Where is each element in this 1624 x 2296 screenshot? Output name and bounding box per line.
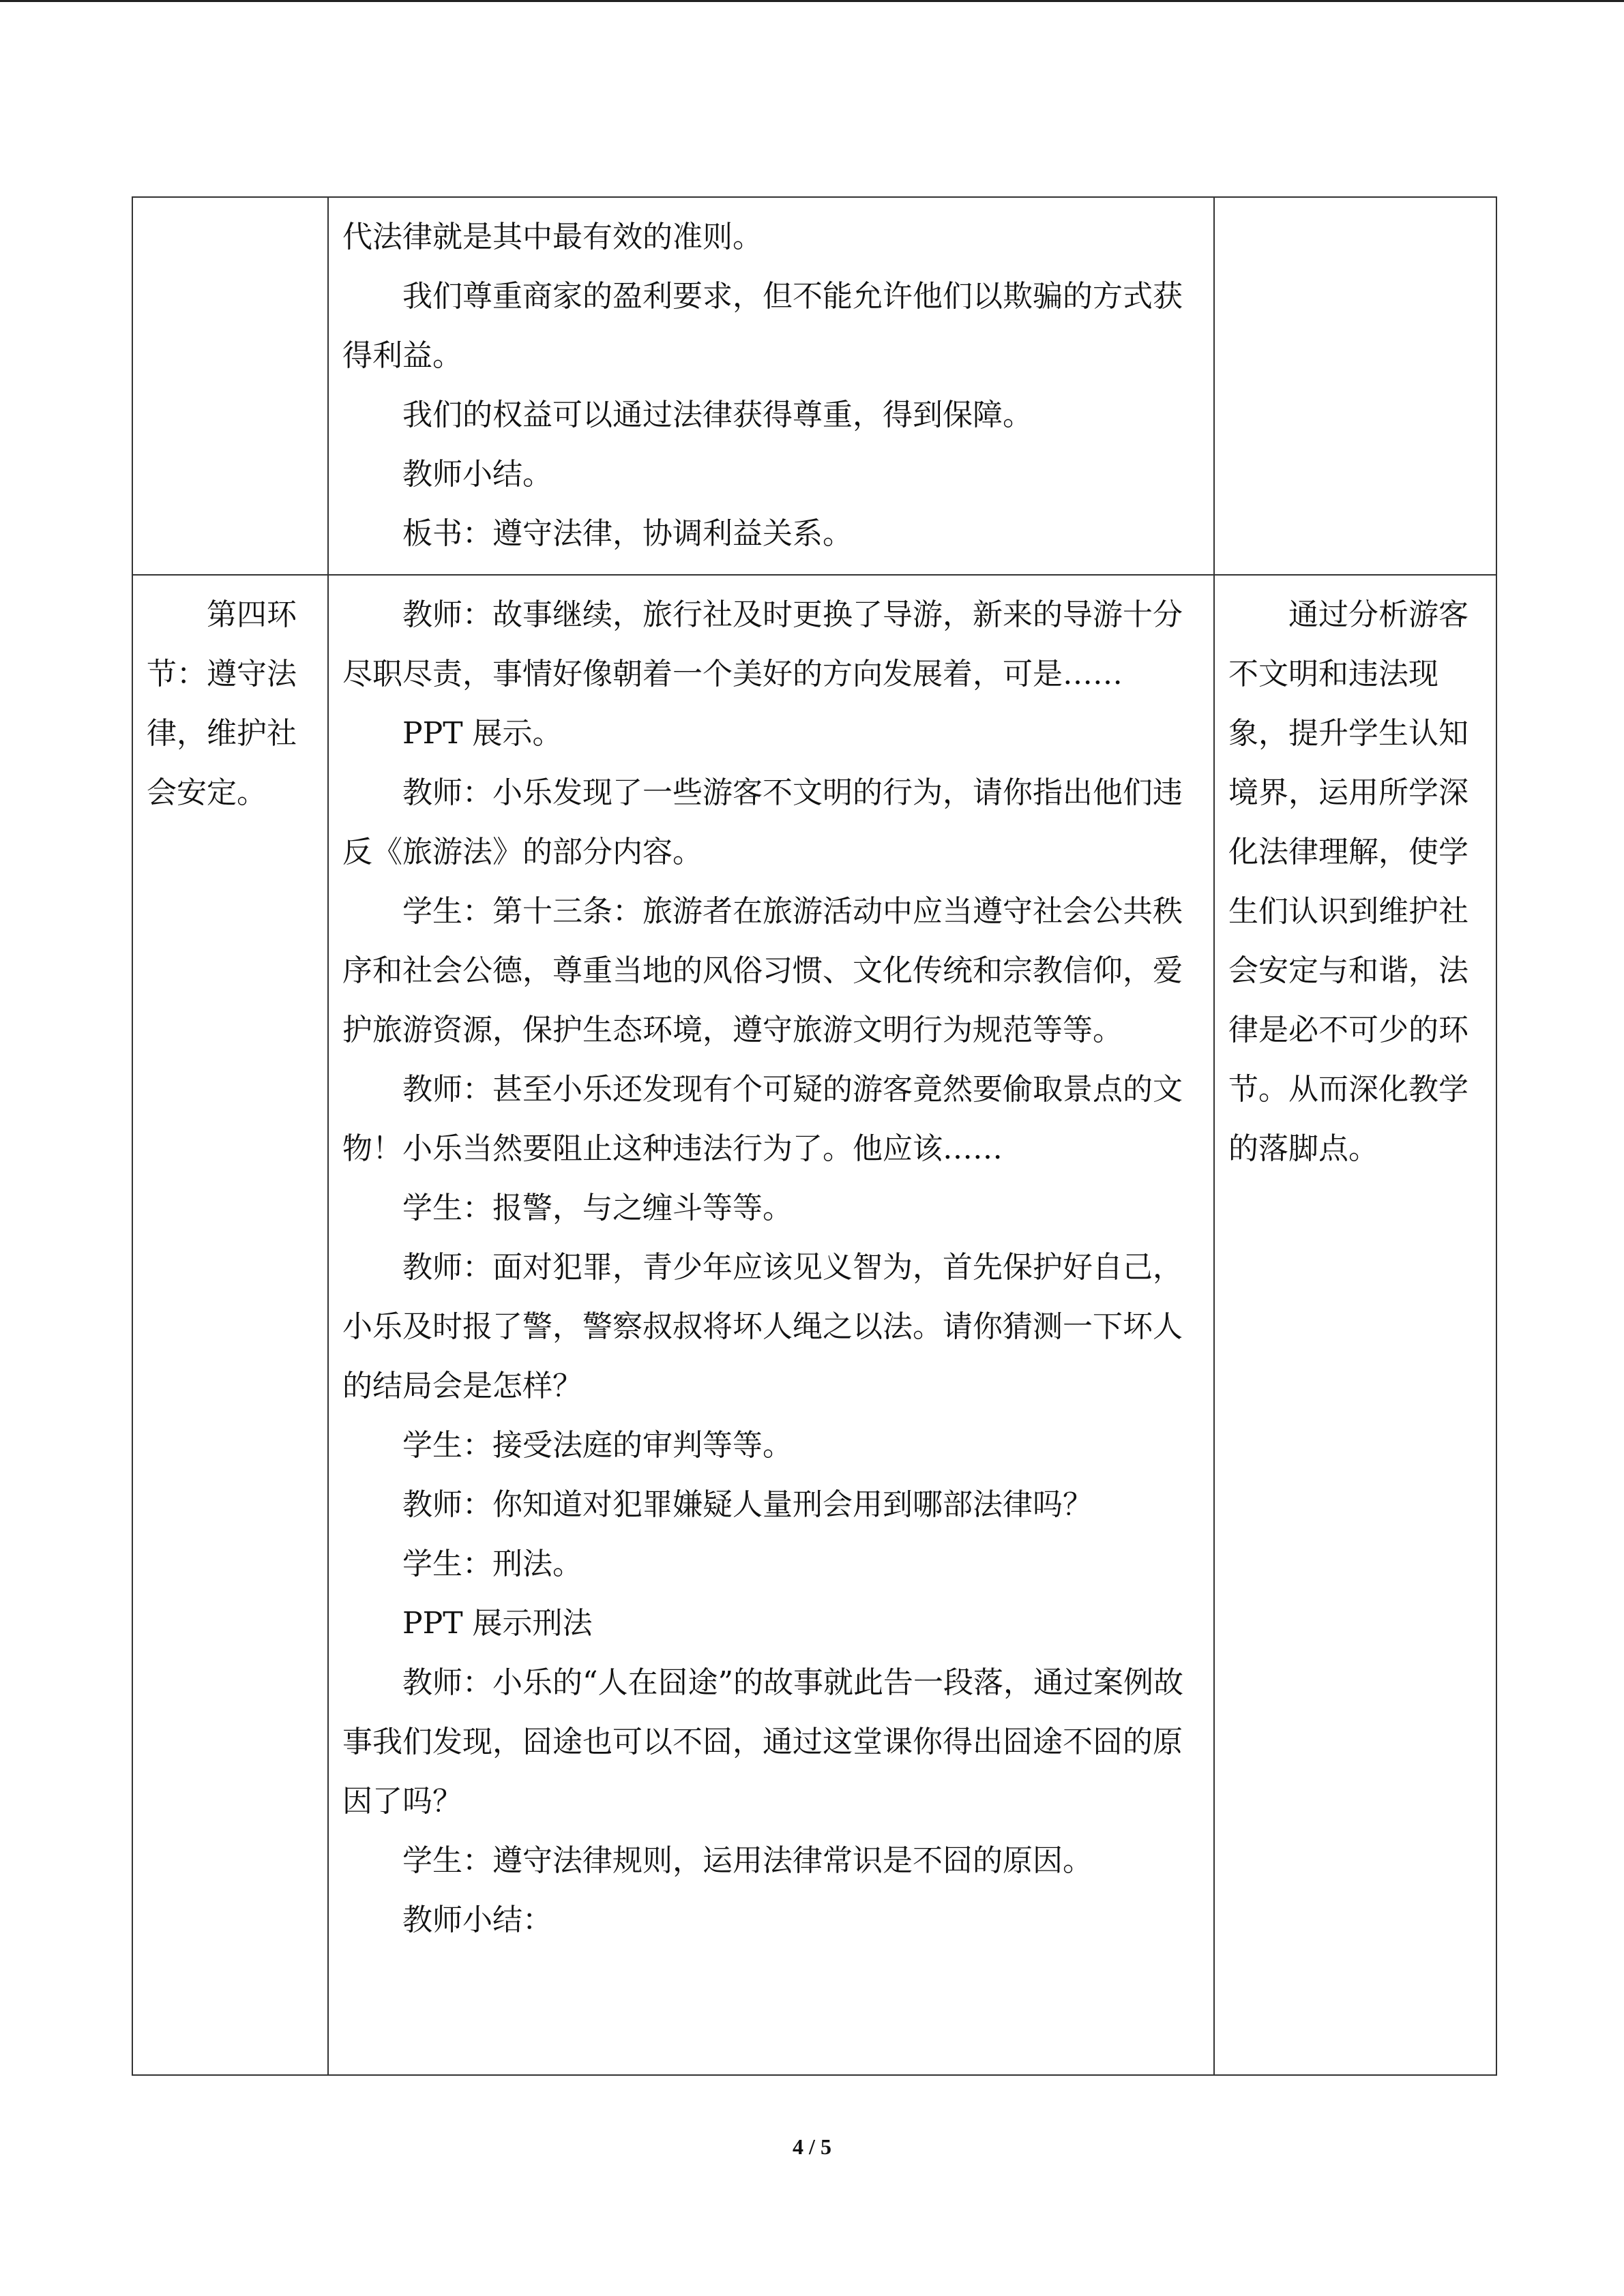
content-paragraph: 教师：甚至小乐还发现有个可疑的游客竟然要偷取景点的文物！小乐当然要阻止这种违法行为了。他应该……: [342, 1072, 1183, 1166]
content-cell: [328, 575, 1214, 2075]
page-top-border: [0, 0, 1624, 2]
content-paragraph: 学生：刑法。: [402, 1547, 582, 1581]
page-number: 4 / 5: [793, 2134, 831, 2159]
table-row: [132, 197, 1496, 575]
content-paragraph: 教师小结：: [402, 1903, 552, 1937]
content-paragraph: 板书：遵守法律，协调利益关系。: [402, 516, 853, 551]
content-paragraph: 我们的权益可以通过法律获得尊重，得到保障。: [402, 398, 1033, 432]
intent-cell: [1214, 197, 1496, 575]
content-paragraph: 学生：接受法庭的审判等等。: [402, 1428, 793, 1463]
content-paragraph: 我们尊重商家的盈利要求，但不能允许他们以欺骗的方式获得利益。: [342, 279, 1183, 373]
content-paragraph: 学生：第十三条：旅游者在旅游活动中应当遵守社会公共秩序和社会公德，尊重当地的风俗习惯、文化传统和宗教信仰，爱护旅游资源，保护生态环境，遵守旅游文明行为规范等等。: [342, 894, 1183, 1047]
content-paragraph: 教师小结。: [402, 457, 552, 492]
content-paragraph: 教师：故事继续，旅行社及时更换了导游，新来的导游十分尽职尽责，事情好像朝着一个美好的方向发展着，可是……: [342, 597, 1183, 691]
intent-cell: [1214, 575, 1496, 2075]
content-paragraph: 教师：小乐的“人在囧途”的故事就此告一段落，通过案例故事我们发现，囧途也可以不囧，通过这堂课你得出囧途不囧的原因了吗？: [342, 1665, 1183, 1819]
content-paragraph: 学生：报警，与之缠斗等等。: [402, 1191, 793, 1225]
content-paragraph: 教师：你知道对犯罪嫌疑人量刑会用到哪部法律吗？: [402, 1487, 1093, 1522]
stage-cell: [132, 197, 328, 575]
lesson-plan-table: [132, 196, 1497, 2076]
content-paragraph: 代法律就是其中最有效的准则。: [342, 220, 763, 254]
table-row: [132, 575, 1496, 2075]
intent-text: 通过分析游客不文明和违法现象，提升学生认知境界，运用所学深化法律理解，使学生们认识到维护社会安定与和谐，法律是必不可少的环节。从而深化教学的落脚点。: [1228, 597, 1468, 1166]
content-paragraph: 教师：小乐发现了一些游客不文明的行为，请你指出他们违反《旅游法》的部分内容。: [342, 775, 1183, 869]
content-paragraph: PPT 展示刑法: [402, 1606, 593, 1641]
content-paragraph: 教师：面对犯罪，青少年应该见义智为，首先保护好自己，小乐及时报了警，警察叔叔将坏人绳之以法。请你猜测一下坏人的结局会是怎样？: [342, 1250, 1183, 1403]
stage-cell: [132, 575, 328, 2075]
stage-text: 第四环节：遵守法律，维护社会安定。: [147, 597, 297, 810]
content-cell: [328, 197, 1214, 575]
content-paragraph: 学生：遵守法律规则，运用法律常识是不囧的原因。: [402, 1843, 1093, 1878]
content-paragraph: PPT 展示。: [402, 716, 563, 751]
